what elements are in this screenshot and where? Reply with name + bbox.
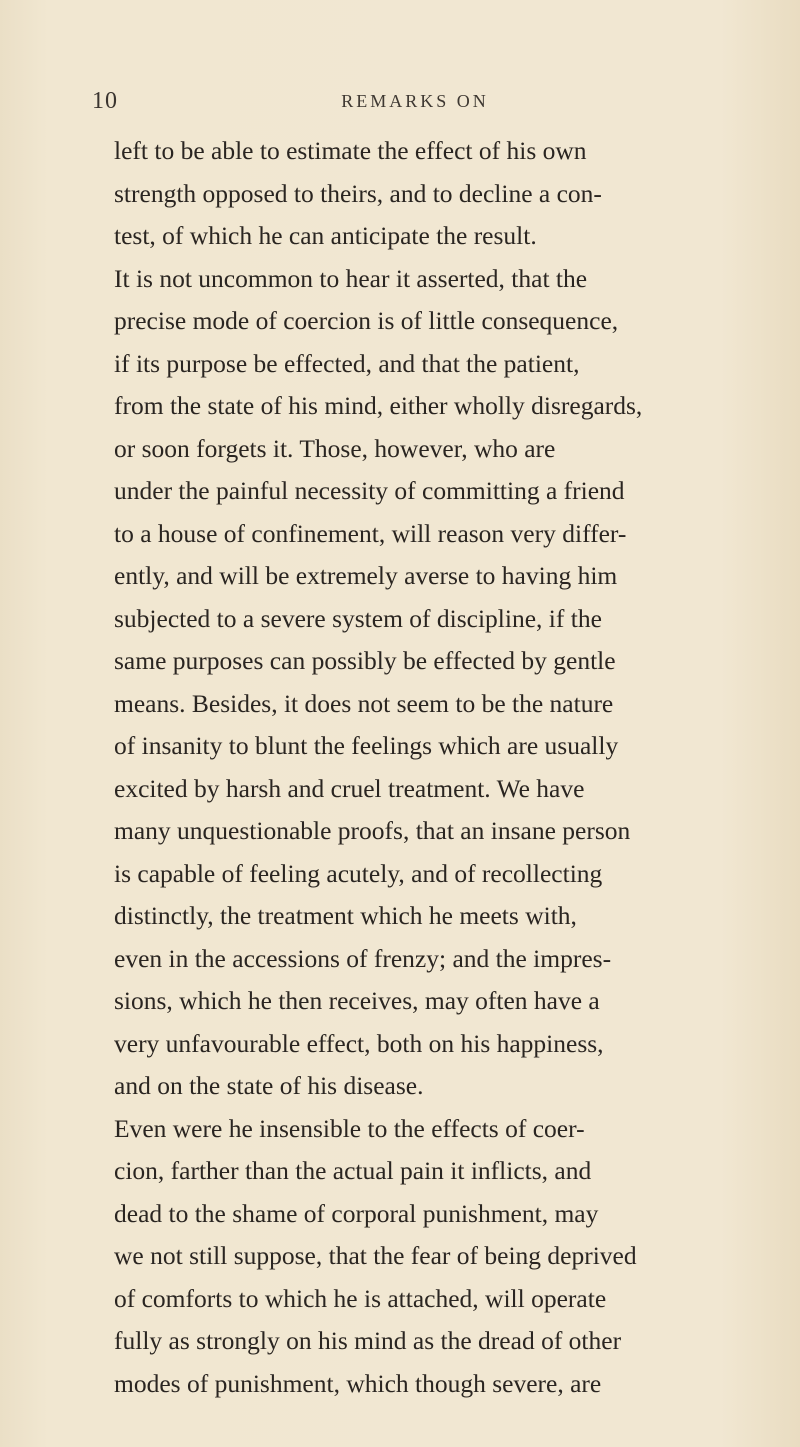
text-line: left to be able to estimate the effect of his own: [114, 136, 587, 165]
text-line: very unfavourable effect, both on his happiness,: [114, 1028, 604, 1058]
text-line: many unquestionable proofs, that an insane person: [114, 816, 631, 845]
text-line: excited by harsh and cruel treatment. We have: [114, 773, 585, 803]
text-line: subjected to a severe system of discipline, if the: [114, 603, 602, 633]
text-line: is capable of feeling acutely, and of recollecting: [114, 858, 603, 888]
body-text: [114, 130, 790, 1405]
text-line: to a house of confinement, will reason very differ-: [114, 518, 627, 548]
text-line: from the state of his mind, either wholly disregards,: [114, 391, 643, 420]
text-line: and on the state of his disease.: [114, 1071, 424, 1100]
text-line: same purposes can possibly be effected by gentle: [114, 646, 616, 675]
page-number: 10: [92, 88, 118, 114]
text-line: dead to the shame of corporal punishment, may: [114, 1198, 599, 1228]
text-line: precise mode of coercion is of little consequence,: [114, 306, 619, 335]
text-line: of insanity to blunt the feelings which are usually: [114, 731, 619, 760]
text-line: under the painful necessity of committing a friend: [114, 476, 625, 505]
text-line: distinctly, the treatment which he meets with,: [114, 901, 577, 930]
text-line: cion, farther than the actual pain it inflicts, and: [114, 1156, 592, 1185]
text-line: means. Besides, it does not seem to be the nature: [114, 688, 614, 718]
text-line: or soon forgets it. Those, however, who are: [114, 433, 556, 463]
text-line: ently, and will be extremely averse to having him: [114, 561, 618, 590]
text-line: if its purpose be effected, and that the patient,: [114, 348, 580, 378]
text-line: modes of punishment, which though severe, are: [114, 1368, 602, 1398]
text-line: Even were he insensible to the effects of coer-: [114, 1113, 585, 1143]
text-line: It is not uncommon to hear it asserted, that the: [114, 263, 588, 293]
text-line: test, of which he can anticipate the result.: [114, 221, 537, 250]
text-line: we not still suppose, that the fear of being deprived: [114, 1241, 637, 1270]
text-line: fully as strongly on his mind as the dread of other: [114, 1326, 622, 1355]
text-line: sions, which he then receives, may often have a: [114, 986, 600, 1015]
running-head: REMARKS ON: [341, 91, 489, 111]
page-header: [0, 88, 800, 118]
text-line: even in the accessions of frenzy; and the impres-: [114, 943, 612, 973]
text-line: strength opposed to theirs, and to decline a con-: [114, 178, 602, 208]
text-line: of comforts to which he is attached, will operate: [114, 1283, 607, 1313]
